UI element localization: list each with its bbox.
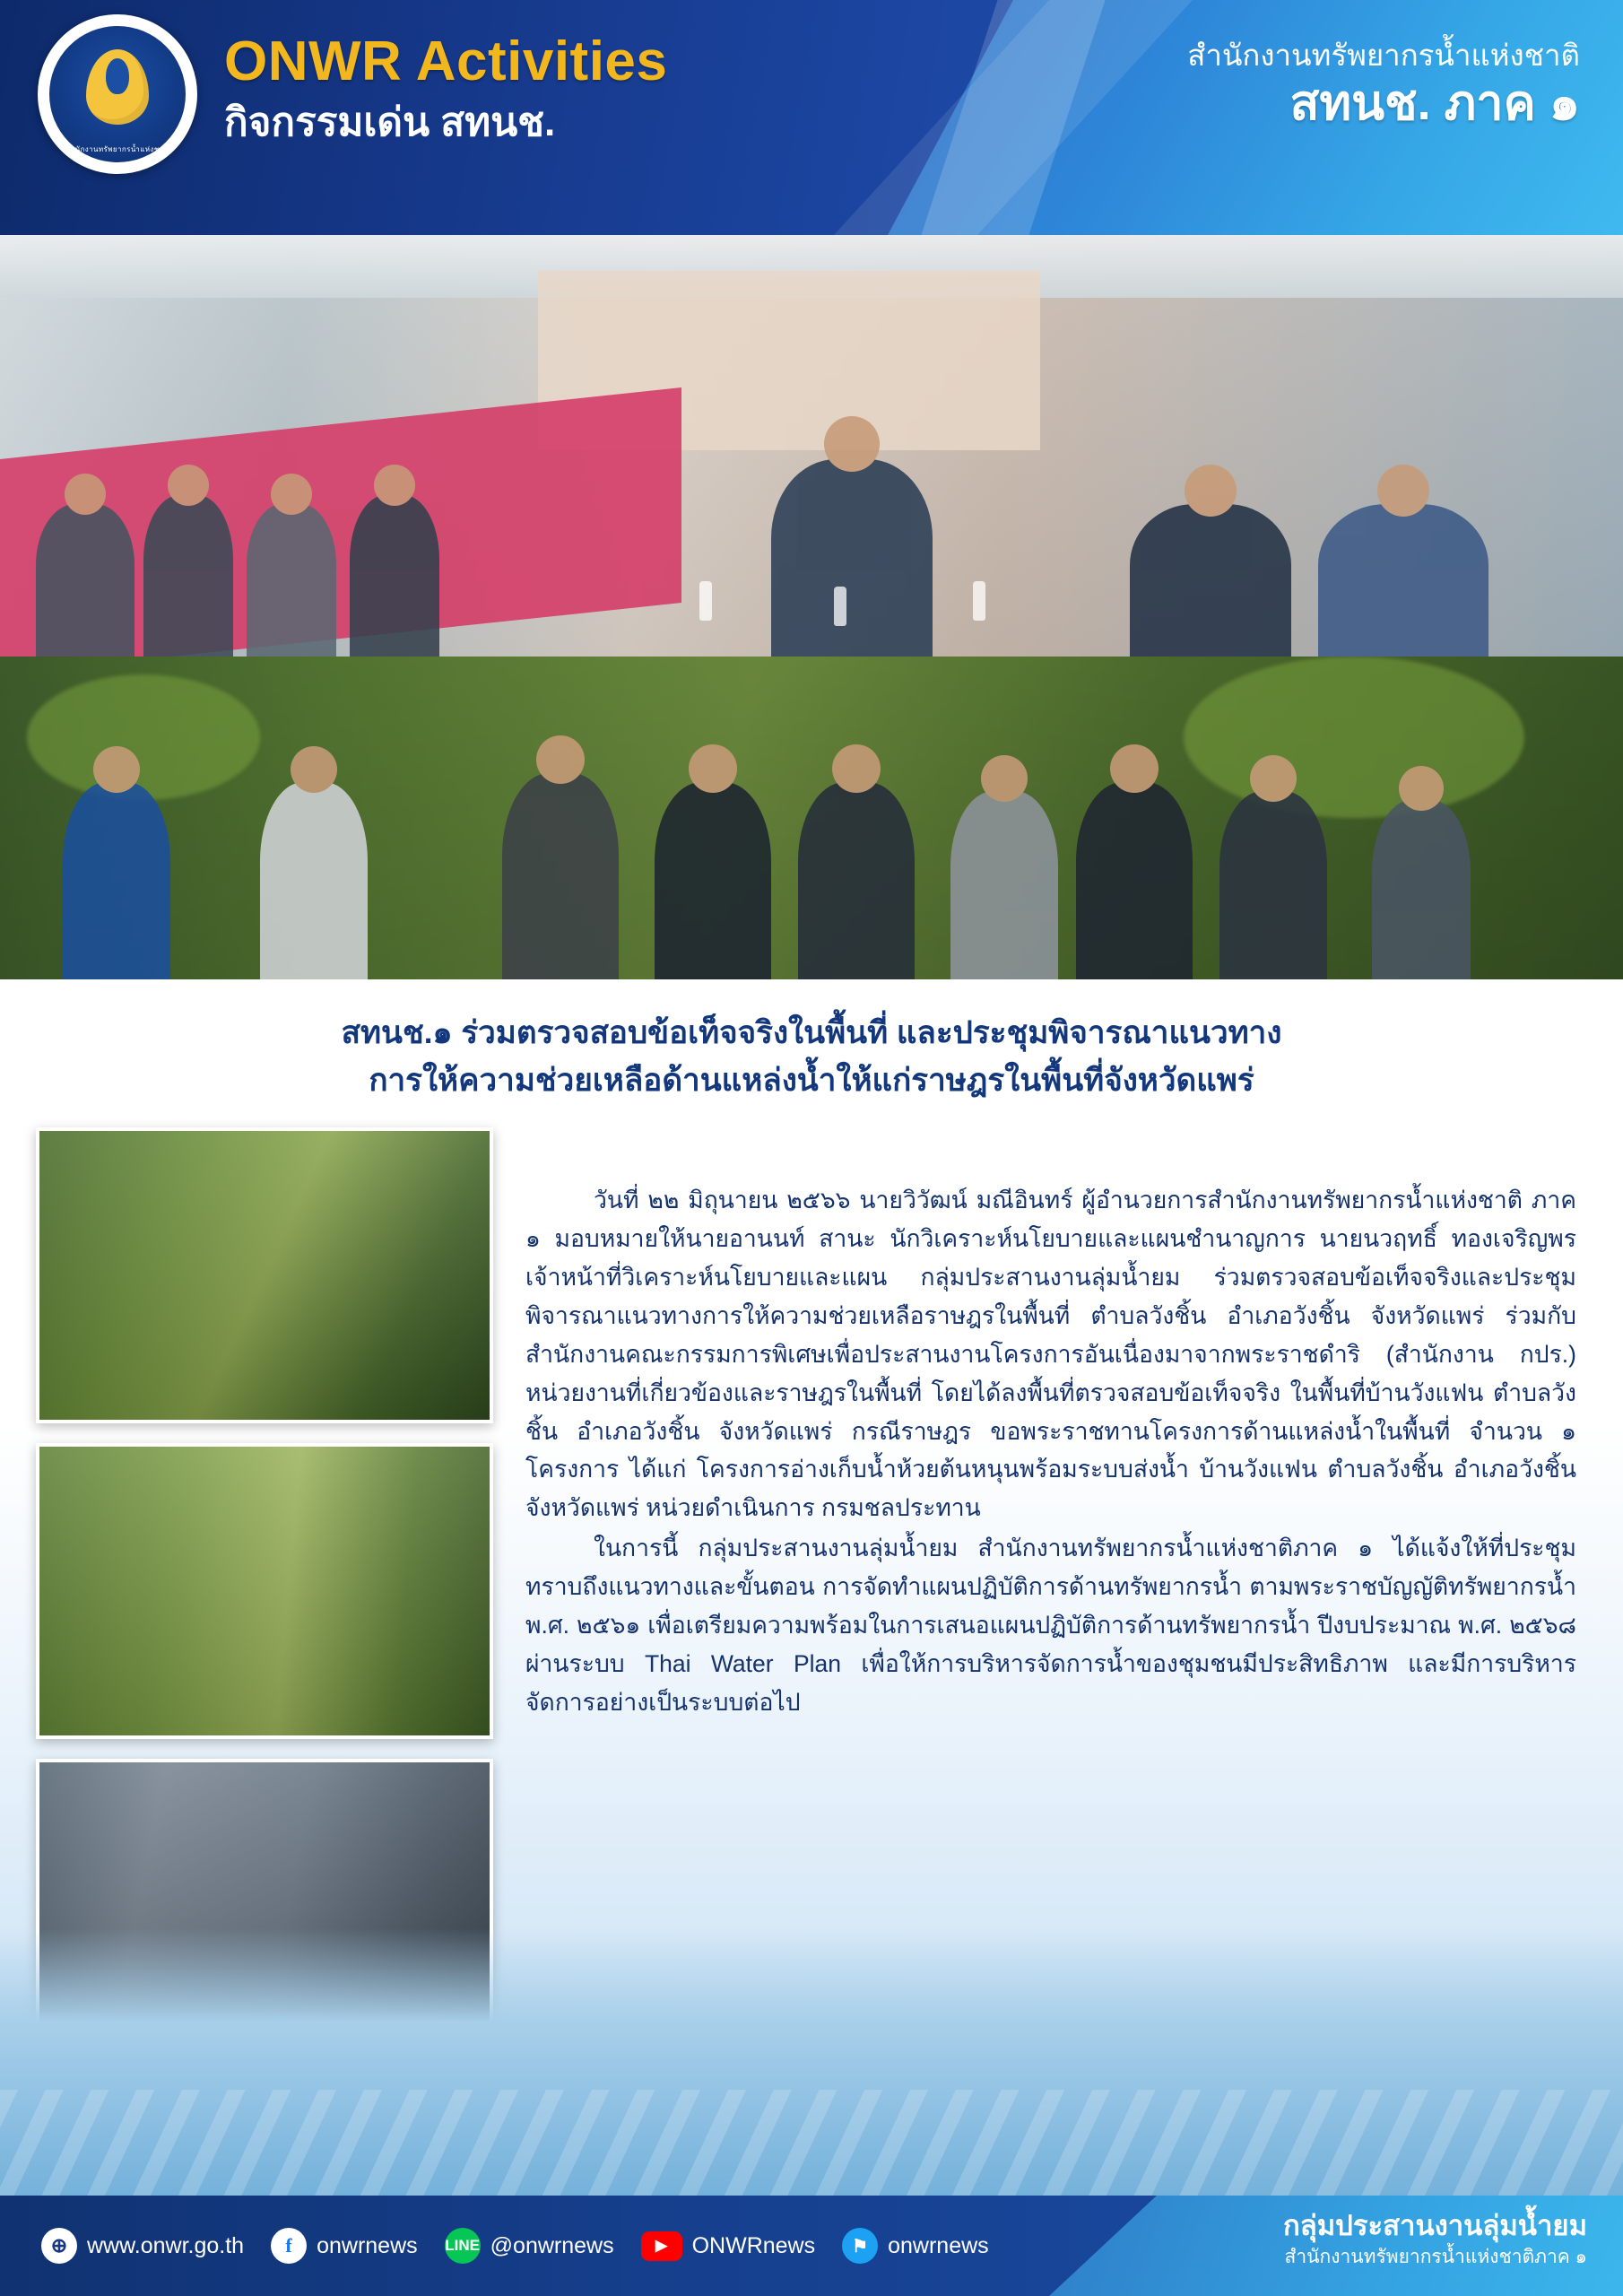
article-paragraph-1: วันที่ ๒๒ มิถุนายน ๒๕๖๖ นายวิวัฒน์ มณีอินทร์ ผู้อำนวยการสำนักงานทรัพยากรน้ำแห่งชาติ ภาค ๑ มอบหมายให้นายอานนท์ สานะ นักวิเคราะห์นโยบายและแผนชำนาญการ นายนวฤทธิ์ ทองเจริญพร เจ้าหน้าที่วิเคราะห์นโยบายและแผน กลุ่มประสานงานลุ่มน้ำยม ร่วมตรวจสอบข้อเท็จจริงและประชุมพิจารณาแนวทางการให้ความช่วยเหลือราษฎรในพื้นที่ ตำบลวังชิ้น อำเภอวังชิ้น จังหวัดแพร่ ร่วมกับสำนักงานคณะกรรมการพิเศษเพื่อประสานงานโครงการอันเนื่องมาจากพระราชดำริ (สำนักงาน กปร.) หน่วยงานที่เกี่ยวข้องและราษฎรในพื้นที่ โดยได้ลงพื้นที่ตรวจสอบข้อเท็จจริง ในพื้นที่บ้านวังแฟน ตำบลวังชิ้น อำเภอวังชิ้น จังหวัดแพร่ กรณีราษฎร ขอพระราชทานโครงการด้านแหล่งน้ำในพื้นที่ จำนวน ๑ โครงการ ได้แก่ โครงการอ่างเก็บน้ำห้วยต้นหนุนพร้อมระบบส่งน้ำ บ้านวังแฟน ตำบลวังชิ้น อำเภอวังชิ้น จังหวัดแพร่ หน่วยดำเนินการ กรมชลประทาน [525, 1187, 1576, 1522]
social-label-facebook: onwrnews [317, 2232, 418, 2258]
photo-person [260, 782, 368, 979]
org-name: สำนักงานทรัพยากรน้ำแห่งชาติ [1187, 39, 1580, 72]
social-label-line: @onwrnews [490, 2232, 614, 2258]
logo-caption: สำนักงานทรัพยากรน้ำแห่งชาติ [65, 145, 169, 153]
facebook-icon: f [271, 2228, 307, 2264]
photo-person [63, 782, 170, 979]
social-link-twitter[interactable] [842, 2228, 989, 2264]
hero-photo-fieldwork [0, 657, 1623, 979]
social-label-twitter: onwrnews [888, 2232, 989, 2258]
article-title [54, 1010, 1569, 1104]
photo-person [1372, 800, 1471, 979]
photo-person [950, 791, 1058, 979]
article-content [36, 1127, 1576, 2055]
header-title-group [224, 32, 667, 144]
water-drop-icon [86, 49, 149, 125]
social-links [41, 2228, 989, 2264]
org-region: สทนช. ภาค ๑ [1289, 75, 1580, 130]
photo-person [350, 495, 439, 657]
onwr-logo [38, 14, 197, 174]
social-label-website: www.onwr.go.th [87, 2232, 245, 2258]
gallery-photo-1 [36, 1127, 493, 1423]
photo-detail-foliage [1184, 657, 1524, 818]
photo-person [247, 504, 336, 657]
photo-person [36, 504, 135, 657]
photo-person [1318, 504, 1488, 657]
photo-detail-bottle [973, 581, 985, 621]
photo-person [502, 773, 619, 979]
water-decoration [0, 1928, 1623, 2197]
social-link-facebook[interactable] [271, 2228, 418, 2264]
photo-detail-foliage [27, 674, 260, 800]
header-org-group [1187, 38, 1580, 131]
youtube-icon: ▶ [641, 2231, 682, 2261]
page-footer [0, 2196, 1623, 2296]
photo-person [798, 782, 915, 979]
photo-gallery [36, 1127, 502, 2055]
article-paragraph-2: ในการนี้ กลุ่มประสานงานลุ่มน้ำยม สำนักงานทรัพยากรน้ำแห่งชาติภาค ๑ ได้แจ้งให้ที่ประชุมทราบถึงแนวทางและขั้นตอน การจัดทำแผนปฏิบัติการด้านทรัพยากรน้ำ ตามพระราชบัญญัติทรัพยากรน้ำ พ.ศ. ๒๕๖๑ เพื่อเตรียมความพร้อมในการเสนอแผนปฏิบัติการด้านทรัพยากรน้ำ ปีงบประมาณ พ.ศ. ๒๕๖๘ ผ่านระบบ Thai Water Plan เพื่อให้การบริหารจัดการน้ำของชุมชนมีประสิทธิภาพ และมีการบริหารจัดการอย่างเป็นระบบต่อไป [525, 1535, 1576, 1716]
hero-photo-strip [0, 235, 1623, 979]
photo-person [1076, 782, 1193, 979]
footer-unit-name: กลุ่มประสานงานลุ่มน้ำยม [1282, 2210, 1587, 2241]
gallery-photo-2 [36, 1443, 493, 1739]
photo-person [1219, 791, 1327, 979]
footer-org-name: สำนักงานทรัพยากรน้ำแห่งชาติภาค ๑ [1284, 2246, 1587, 2267]
photo-person-chair [771, 459, 933, 657]
page-header [0, 0, 1623, 235]
photo-detail-bottle [834, 587, 846, 626]
photo-person [1130, 504, 1291, 657]
page-title-en: ONWR Activities [224, 30, 668, 92]
hero-photo-meeting [0, 235, 1623, 657]
social-link-website[interactable] [41, 2228, 244, 2264]
article-title-line-2: การให้ความช่วยเหลือด้านแหล่งน้ำให้แก่ราษฎรในพื้นที่จังหวัดแพร่ [369, 1062, 1254, 1098]
social-link-youtube[interactable] [641, 2231, 816, 2261]
photo-detail-bottle [699, 581, 712, 621]
footer-org-group [1283, 2210, 1587, 2268]
social-label-youtube: ONWRnews [691, 2232, 816, 2258]
logo-emblem-icon [49, 26, 186, 162]
photo-person [143, 495, 233, 657]
page-title-th: กิจกรรมเด่น สทนช. [224, 100, 556, 145]
photo-person [655, 782, 771, 979]
twitter-icon: ⚑ [842, 2228, 878, 2264]
globe-icon: ⊕ [41, 2228, 77, 2264]
article-title-line-1: สทนช.๑ ร่วมตรวจสอบข้อเท็จจริงในพื้นที่ และประชุมพิจารณาแนวทาง [341, 1015, 1282, 1050]
line-icon: LINE [445, 2228, 481, 2264]
article-body [525, 1127, 1576, 2055]
social-link-line[interactable] [445, 2228, 614, 2264]
